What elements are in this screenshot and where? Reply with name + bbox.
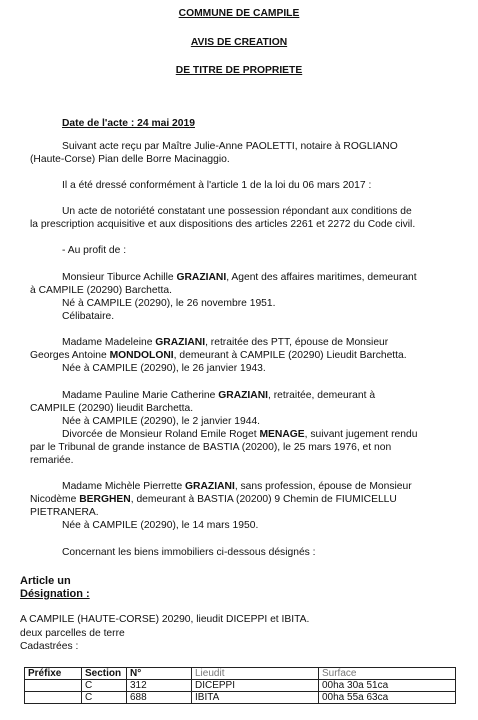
cell-numero: 688 — [127, 692, 192, 704]
designation-address: A CAMPILE (HAUTE-CORSE) 20290, lieudit DICEPPI et IBITA. — [20, 614, 310, 625]
person3-line6: remariée. — [30, 455, 74, 466]
person4-line4: Née à CAMPILE (20290), le 14 mars 1950. — [62, 520, 259, 531]
person3-line2: CAMPILE (20290) lieudit Barchetta. — [30, 403, 194, 414]
cell-prefixe — [25, 692, 82, 704]
cell-section: C — [82, 692, 127, 704]
cell-prefixe — [25, 680, 82, 692]
notoriete-line-2: la prescription acquisitive et aux dispositions des articles 2261 et 2272 du Code civil. — [30, 219, 416, 230]
cell-section: C — [82, 680, 127, 692]
person3-line5: par le Tribunal de grande instance de BASTIA (20200), le 25 mars 1976, et non — [30, 442, 392, 453]
cadastre-table — [24, 667, 456, 704]
person2-line2: Georges Antoine MONDOLONI, demeurant à CAMPILE (20290) Lieudit Barchetta. — [30, 350, 407, 361]
table-row — [25, 680, 456, 692]
loi-line: Il a été dressé conformément à l'article 1 de la loi du 06 mars 2017 : — [62, 180, 372, 191]
designation-title: Désignation : — [20, 588, 90, 600]
person1-line2: à CAMPILE (20290) Barchetta. — [30, 285, 172, 296]
header-numero: N° — [127, 668, 192, 680]
person4-line3: PIETRANERA. — [30, 507, 99, 518]
cadastrees-line: Cadastrées : — [20, 641, 79, 652]
cadastre-header-row — [25, 668, 456, 680]
person1-line1: Monsieur Tiburce Achille GRAZIANI, Agent des affaires maritimes, demeurant — [62, 272, 417, 283]
header-surface: Surface — [319, 668, 456, 680]
cell-lieudit: IBITA — [192, 692, 319, 704]
au-profit: - Au profit de : — [62, 245, 127, 256]
commune-title: COMMUNE DE CAMPILE — [178, 8, 300, 19]
acte-line-2: (Haute-Corse) Pian delle Borre Macinaggio. — [30, 154, 230, 165]
cell-lieudit: DICEPPI — [192, 680, 319, 692]
titre-title: DE TITRE DE PROPRIETE — [175, 65, 303, 76]
parcelles-line: deux parcelles de terre — [20, 628, 125, 639]
cell-numero: 312 — [127, 680, 192, 692]
person1-line3: Né à CAMPILE (20290), le 26 novembre 1951. — [62, 298, 276, 309]
table-row — [25, 692, 456, 704]
person2-line1: Madame Madeleine GRAZIANI, retraitée des PTT, épouse de Monsieur — [62, 337, 389, 348]
header-prefixe: Préfixe — [25, 668, 82, 680]
person4-line2: Nicodème BERGHEN, demeurant à BASTIA (20200) 9 Chemin de FIUMICELLU — [30, 494, 397, 505]
date-acte: Date de l'acte : 24 mai 2019 — [62, 118, 195, 129]
acte-line-1: Suivant acte reçu par Maître Julie-Anne PAOLETTI, notaire à ROGLIANO — [62, 141, 398, 152]
person4-line1: Madame Michèle Pierrette GRAZIANI, sans profession, épouse de Monsieur — [62, 481, 412, 492]
cell-surface: 00ha 30a 51ca — [319, 680, 456, 692]
person1-line4: Célibataire. — [62, 311, 115, 322]
article-title: Article un — [20, 575, 71, 587]
header-lieudit: Lieudit — [192, 668, 319, 680]
biens-line: Concernant les biens immobiliers ci-dessous désignés : — [62, 547, 316, 558]
notoriete-line-1: Un acte de notoriété constatant une possession répondant aux conditions de — [62, 206, 412, 217]
person3-line4: Divorcée de Monsieur Roland Emile Roget MENAGE, suivant jugement rendu — [62, 429, 418, 440]
header-section: Section — [82, 668, 127, 680]
cell-surface: 00ha 55a 63ca — [319, 692, 456, 704]
person2-line3: Née à CAMPILE (20290), le 26 janvier 1943. — [62, 363, 266, 374]
person3-line3: Née à CAMPILE (20290), le 2 janvier 1944. — [62, 416, 261, 427]
person3-line1: Madame Pauline Marie Catherine GRAZIANI, retraitée, demeurant à — [62, 390, 376, 401]
avis-title: AVIS DE CREATION — [190, 37, 288, 48]
